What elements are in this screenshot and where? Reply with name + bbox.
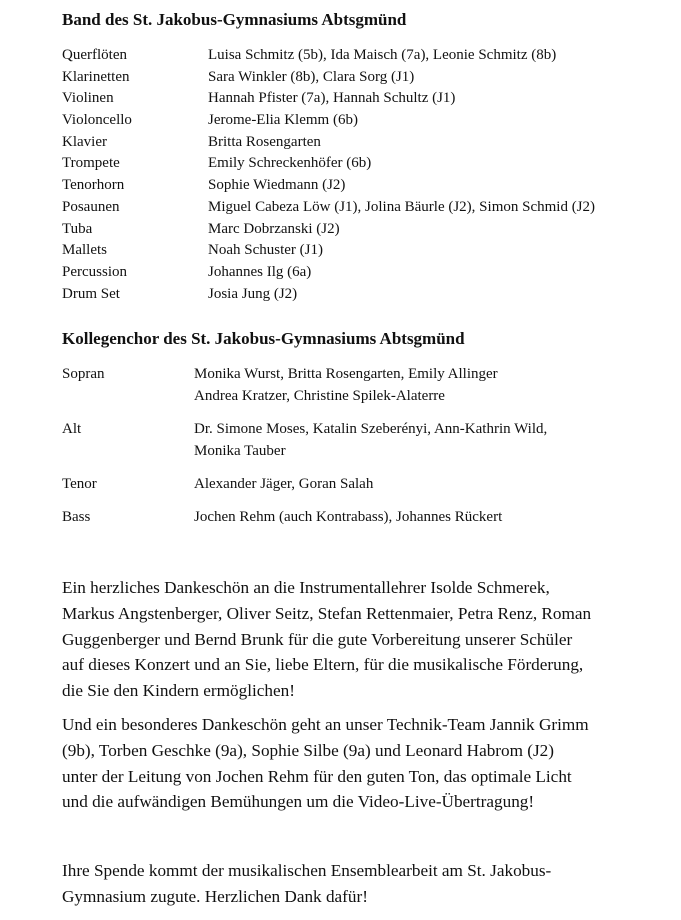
- player-names: Sara Winkler (8b), Clara Sorg (J1): [208, 68, 415, 85]
- band-row: [62, 110, 662, 132]
- player-names: Britta Rosengarten: [208, 133, 321, 150]
- player-names: Noah Schuster (J1): [208, 242, 323, 259]
- singer-names-line: Dr. Simone Moses, Katalin Szeberényi, Ann-Kathrin Wild,: [194, 421, 548, 437]
- player-names: Josia Jung (J2): [208, 285, 298, 302]
- player-names: Jerome-Elia Klemm (6b): [208, 112, 358, 129]
- paragraph-line: Und ein besonderes Dankeschön geht an unser Technik-Team Jannik Grimm: [62, 715, 589, 734]
- band-row: [62, 284, 662, 306]
- player-names: Miguel Cabeza Löw (J1), Jolina Bäurle (J2), Simon Schmid (J2): [208, 198, 596, 215]
- player-names: Hannah Pfister (7a), Hannah Schultz (J1): [208, 90, 456, 107]
- choir-heading: Kollegenchor des St. Jakobus-Gymnasiums Abtsgmünd: [62, 329, 465, 348]
- band-row: [62, 67, 662, 89]
- band-heading: Band des St. Jakobus-Gymnasiums Abtsgmünd: [62, 10, 407, 29]
- paragraph-line: auf dieses Konzert und an Sie, liebe Eltern, für die musikalische Förderung,: [62, 655, 584, 675]
- band-row: [62, 240, 662, 262]
- singer-names: [194, 474, 662, 507]
- paragraph-line: Ein herzliches Dankeschön an die Instrumentallehrer Isolde Schmerek,: [62, 578, 550, 597]
- player-names: Marc Dobrzanski (J2): [208, 220, 340, 237]
- player-names: Johannes Ilg (6a): [208, 263, 312, 280]
- paragraph-line: (9b), Torben Geschke (9a), Sophie Silbe (9a) und Leonard Habrom (J2): [62, 740, 554, 760]
- paragraph-line: Gymnasium zugute. Herzlichen Dank dafür!: [62, 886, 368, 906]
- paragraph-line: und die aufwändigen Bemühungen um die Video-Live-Übertragung!: [62, 792, 535, 812]
- thanks-teachers-paragraph: [62, 575, 662, 704]
- singer-names-line: Alexander Jäger, Goran Salah: [194, 476, 374, 492]
- band-row: [62, 88, 662, 110]
- choir-row: [62, 364, 662, 419]
- paragraph-line: Ihre Spende kommt der musikalischen Ensemblearbeit am St. Jakobus-: [62, 861, 552, 880]
- band-row: [62, 153, 662, 175]
- instrument-label: Mallets: [62, 242, 107, 259]
- singer-names-line: Monika Wurst, Britta Rosengarten, Emily Allinger: [194, 366, 498, 382]
- instrument-label: Klavier: [62, 133, 107, 150]
- choir-row: [62, 419, 662, 474]
- singer-names: [194, 507, 662, 531]
- instrument-label: Drum Set: [62, 285, 120, 302]
- singer-names: [194, 364, 662, 419]
- paragraph-line: die Sie den Kindern ermöglichen!: [62, 681, 295, 701]
- voice-label: Sopran: [62, 366, 105, 382]
- paragraph-line: unter der Leitung von Jochen Rehm für den guten Ton, das optimale Licht: [62, 766, 572, 786]
- instrument-label: Trompete: [62, 155, 120, 172]
- band-row: [62, 45, 662, 67]
- player-names: Sophie Wiedmann (J2): [208, 177, 346, 194]
- band-row: [62, 197, 662, 219]
- band-row: [62, 219, 662, 241]
- voice-label: Alt: [62, 421, 82, 437]
- band-row: [62, 132, 662, 154]
- player-names: Luisa Schmitz (5b), Ida Maisch (7a), Leonie Schmitz (8b): [208, 47, 557, 63]
- voice-label: Bass: [62, 509, 91, 525]
- instrument-label: Violoncello: [62, 112, 132, 129]
- instrument-label: Tenorhorn: [62, 177, 125, 194]
- instrument-label: Percussion: [62, 263, 127, 280]
- paragraph-line: Guggenberger und Bernd Brunk für die gute Vorbereitung unserer Schüler: [62, 629, 573, 649]
- band-row: [62, 175, 662, 197]
- voice-label: Tenor: [62, 476, 97, 492]
- paragraph-line: Markus Angstenberger, Oliver Seitz, Stefan Rettenmaier, Petra Renz, Roman: [62, 603, 592, 623]
- choir-member-list: [62, 364, 662, 531]
- instrument-label: Querflöten: [62, 47, 127, 63]
- donation-paragraph: [62, 858, 662, 910]
- player-names: Emily Schreckenhöfer (6b): [208, 155, 372, 172]
- singer-names: [194, 419, 662, 474]
- instrument-label: Posaunen: [62, 198, 120, 215]
- singer-names-line: Andrea Kratzer, Christine Spilek-Alaterre: [194, 387, 445, 404]
- choir-row: [62, 474, 662, 507]
- instrument-label: Klarinetten: [62, 68, 130, 85]
- band-row: [62, 262, 662, 284]
- thanks-tech-team-paragraph: [62, 712, 662, 815]
- singer-names-line: Monika Tauber: [194, 442, 286, 459]
- instrument-label: Tuba: [62, 220, 93, 237]
- instrument-label: Violinen: [62, 90, 114, 107]
- choir-row: [62, 507, 662, 531]
- singer-names-line: Jochen Rehm (auch Kontrabass), Johannes Rückert: [194, 509, 503, 525]
- band-member-list: [62, 45, 662, 305]
